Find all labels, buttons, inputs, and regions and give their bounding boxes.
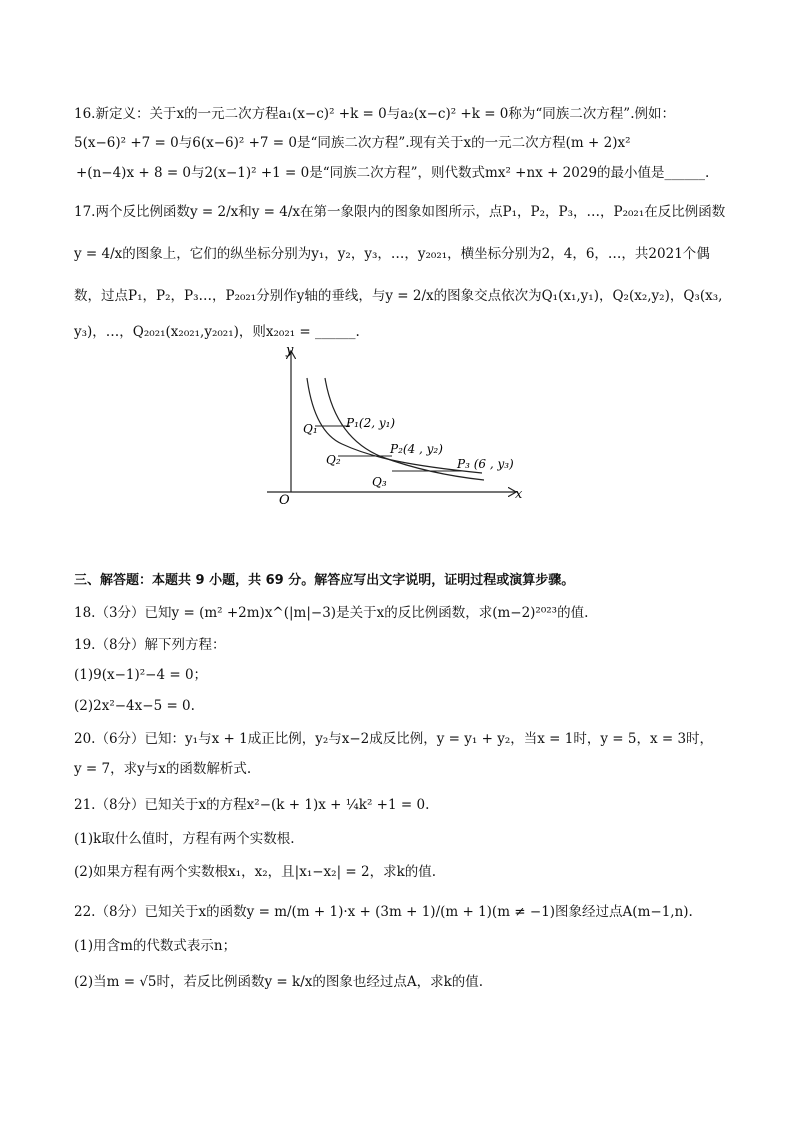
q22-title: 22.（8分）已知关于x的函数y = m/(m + 1)·x + (3m + 1)/(m + 1)(m ≠ −1)图象经过点A(m−1,n). bbox=[74, 904, 693, 920]
q21-title: 21.（8分）已知关于x的方程x²−(k + 1)x + ¼k² +1 = 0. bbox=[74, 797, 430, 813]
q17-line-4: y₃)，…，Q₂₀₂₁(x₂₀₂₁,y₂₀₂₁)，则x₂₀₂₁ = ______. bbox=[74, 324, 360, 340]
q21-part-1: (1)k取什么值时，方程有两个实数根. bbox=[74, 831, 295, 847]
q3-label: Q₃ bbox=[372, 475, 387, 489]
q19-title: 19.（8分）解下列方程： bbox=[74, 637, 226, 653]
q21-part-2: (2)如果方程有两个实数根x₁，x₂，且|x₁−x₂| = 2，求k的值. bbox=[74, 864, 437, 880]
p2-label: P₂(4 , y₂) bbox=[390, 442, 443, 456]
origin-label: O bbox=[279, 493, 290, 508]
q17-line-2: y = 4/x的图象上，它们的纵坐标分别为y₁，y₂，y₃，…，y₂₀₂₁，横坐标分别为2，4，6，…，共2021个偶 bbox=[74, 246, 710, 262]
q16-line-2: 5(x−6)² +7 = 0与6(x−6)² +7 = 0是“同族二次方程”.现有关于x的一元二次方程(m + 2)x² bbox=[74, 135, 631, 151]
q19-part-1: (1)9(x−1)²−4 = 0； bbox=[74, 667, 208, 683]
x-axis-label: x bbox=[515, 487, 523, 502]
q17-line-1: 17.两个反比例函数y = 2/x和y = 4/x在第一象限内的图象如图所示，点P₁，P₂，P₃，…，P₂₀₂₁在反比例函数 bbox=[74, 204, 726, 220]
p1-label: P₁(2, y₁) bbox=[346, 416, 396, 430]
p3-label: P₃ (6 , y₃) bbox=[457, 457, 514, 471]
q22-part-2: (2)当m = √5时，若反比例函数y = k/x的图象也经过点A，求k的值. bbox=[74, 974, 484, 990]
inverse-function-figure bbox=[262, 340, 524, 508]
q2-label: Q₂ bbox=[326, 453, 341, 467]
q22-part-1: (1)用含m的代数式表示n； bbox=[74, 938, 237, 954]
q1-label: Q₁ bbox=[303, 422, 318, 436]
q20-line-1: 20.（6分）已知：y₁与x + 1成正比例，y₂与x−2成反比例，y = y₁ + y₂，当x = 1时，y = 5，x = 3时， bbox=[74, 731, 714, 747]
y-axis-label: y bbox=[286, 343, 294, 358]
q16-line-1: 16.新定义：关于x的一元二次方程a₁(x−c)² +k = 0与a₂(x−c)² +k = 0称为“同族二次方程”.例如： bbox=[74, 106, 675, 122]
q17-line-3: 数，过点P₁，P₂，P₃…，P₂₀₂₁分别作y轴的垂线，与y = 2/x的图象交点依次为Q₁(x₁,y₁)，Q₂(x₂,y₂)，Q₃(x₃, bbox=[74, 288, 723, 304]
q18: 18.（3分）已知y = (m² +2m)x^(|m|−3)是关于x的反比例函数，求(m−2)²⁰²³的值. bbox=[74, 605, 589, 621]
q19-part-2: (2)2x²−4x−5 = 0. bbox=[74, 698, 195, 714]
q16-line-3: +(n−4)x + 8 = 0与2(x−1)² +1 = 0是“同族二次方程”，则代数式mx² +nx + 2029的最小值是______. bbox=[76, 165, 710, 181]
q20-line-2: y = 7，求y与x的函数解析式. bbox=[74, 761, 252, 777]
section-3-header: 三、解答题：本题共 9 小题，共 69 分。解答应写出文字说明，证明过程或演算步骤。 bbox=[74, 573, 575, 588]
